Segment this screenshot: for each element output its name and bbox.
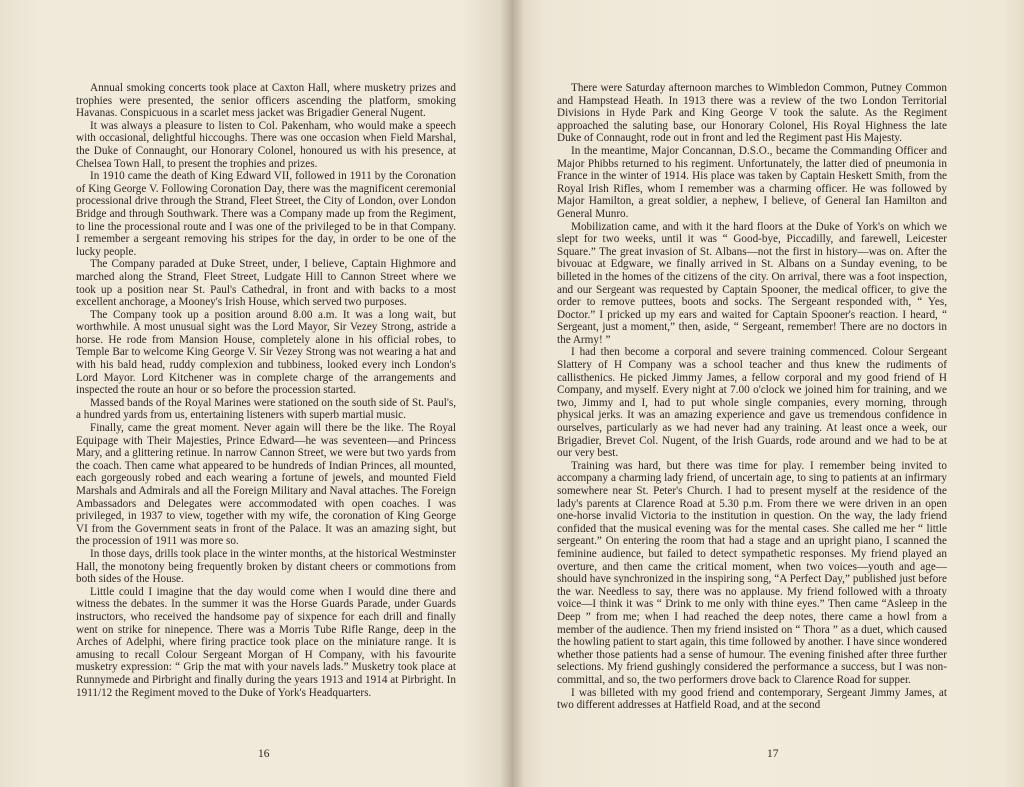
paragraph: The Company took up a position around 8.00 a.m. It was a long wait, but worthwhile. A most unusual sight was the Lord Mayor, Sir Vezey Strong, astride a horse. He rode from Mansion House, completely alone in his official robes, to Temple Bar to welcome King George V. Sir Vezey Strong was not wearing a hat and with his bald head, ruddy complexion and tubbiness, looked every inch London's Lord Mayor. Lord Kitchener was in complete charge of the arrangements and inspected the route an hour or so before the procession started. <box>76 308 456 397</box>
paragraph: Mobilization came, and with it the hard floors at the Duke of York's on which we slept for two weeks, until it was “ Good-bye, Piccadilly, and farewell, Leicester Square.” The great invasion of St. Albans—not the first in history—was on. After the bivouac at Edgware, we finally arrived in St. Albans on a Sunday evening, to be billeted in the homes of the citizens of the city. On arrival, there was a foot inspection, and our Sergeant was requested by Captain Spooner, the medical officer, to give the order to remove puttees, boots and socks. The Sergeant responded with, “ Yes, Doctor.” I pricked up my ears and waited for Captain Spooner's reaction. I heard, “ Sergeant, just a moment,” then, aside, “ Sergeant, remember! There are no doctors in the Army! ” <box>557 220 947 346</box>
paragraph: Finally, came the great moment. Never again will there be the like. The Royal Equipage with Their Majesties, Prince Edward—he was seventeen—and Princess Mary, and a glittering retinue. In narrow Cannon Street, we were but two yards from the coach. Then came what appeared to be hundreds of Indian Princes, all mounted, each gorgeously robed and each wearing a fortune of jewels, and mounted Field Marshals and Admirals and all the Foreign Military and Naval attaches. The Foreign Ambassadors and Delegates were accommodated with open coaches. I was privileged, in 1937 to view, together with my wife, the coronation of King George VI from the Government seats in front of the Palace. It was an amazing sight, but the procession of 1911 was more so. <box>76 422 456 548</box>
paragraph: Training was hard, but there was time for play. I remember being invited to accompany a charming lady friend, of uncertain age, to sing to patients at an infirmary somewhere near St. Peter's Church. I had to present myself at the residence of the lady's parents at Clarence Road at 5.30 p.m. From there we were driven in an open one-horse invalid Victoria to the institution in question. On the way, the lady friend confided that the musical evening was for the mental cases. She called me her “ little sergeant.” On entering the room that had a stage and an upright piano, I scanned the feminine audience, but failed to detect sympathetic responses. My friend played an overture, and then came the critical moment, when two voices—youth and age—should have synchronized in the inspiring song, “A Perfect Day,” published just before the war. Needless to say, there was no applause. My friend followed with a throaty voice—I think it was “ Drink to me only with thine eyes.” Then came “Asleep in the Deep ” from me; when I had reached the deep notes, there came a howl from a member of the audience. Then my friend insisted on “ Thora ” as a duet, which caused the howling patient to start again, this time followed by another. I have since wondered whether those patients had a sense of humour. The evening finished after three further selections. My friend gushingly considered the performance a success, but I was non-committal, and so, the two performers drove back to Clarence Road for supper. <box>557 459 947 686</box>
paragraph: Massed bands of the Royal Marines were stationed on the south side of St. Paul's, a hundred yards from us, entertaining listeners with superb martial music. <box>76 396 456 422</box>
paragraph: It was always a pleasure to listen to Col. Pakenham, who would make a speech with occasional, delightful hiccoughs. There was one occasion when Field Marshal, the Duke of Connaught, our Honorary Colonel, honoured us with his presence, at Chelsea Town Hall, to present the trophies and prizes. <box>76 119 456 170</box>
right-page <box>512 0 1024 787</box>
paragraph: I was billeted with my good friend and contemporary, Sergeant Jimmy James, at two different addresses at Hatfield Road, and at the second <box>557 686 947 712</box>
paragraph: There were Saturday afternoon marches to Wimbledon Common, Putney Common and Hampstead Heath. In 1913 there was a review of the two London Territorial Divisions in Hyde Park and King George V took the salute. As the Regiment approached the saluting base, our Honorary Colonel, His Royal Highness the late Duke of Connaught, rode out in front and led the Regiment past His Majesty. <box>557 82 947 145</box>
paragraph: I had then become a corporal and severe training commenced. Colour Sergeant Slattery of H Company was a school teacher and thus knew the rudiments of callisthenics. He picked Jimmy James, a fellow corporal and my good friend of H Company, and myself. Every night at 7.00 o'clock we joined him for training, and we two, Jimmy and I, had to put whole single companies, every morning, through physical jerks. It was an amazing experience and gave us tremendous confidence in ourselves, particularly as we had never had any training. At least once a week, our Brigadier, Brevet Col. Nugent, of the Irish Guards, rode around and we had to be at our very best. <box>557 346 947 460</box>
page-number-right: 17 <box>767 748 779 760</box>
paragraph: The Company paraded at Duke Street, under, I believe, Captain Highmore and marched along the Strand, Fleet Street, Ludgate Hill to Cannon Street where we took up a position near St. Paul's Cathedral, in front and with backs to a most excellent anchorage, a Mooney's Irish House, which served two purposes. <box>76 258 456 309</box>
paragraph: Annual smoking concerts took place at Caxton Hall, where musketry prizes and trophies were presented, the senior officers ascending the platform, smoking Havanas. Conspicuous in a scarlet mess jacket was Brigadier General Nugent. <box>76 82 456 120</box>
paragraph: Little could I imagine that the day would come when I would dine there and witness the debates. In the summer it was the Horse Guards Parade, under Guards instructors, who received the handsome pay of sixpence for each drill and finally went on strike for ninepence. There was a Morris Tube Rifle Range, deep in the Arches of Adelphi, where firing practice took place on the miniature range. It is amusing to recall Colour Sergeant Morgan of H Company, with his favourite musketry expression: “ Grip the mat with your navels lads.” Musketry took place at Runnymede and Pirbright and finally during the years 1913 and 1914 at Pirbright. In 1911/12 the Regiment moved to the Duke of York's Headquarters. <box>76 585 456 699</box>
paragraph: In those days, drills took place in the winter months, at the historical Westminster Hall, the monotony being frequently broken by distant cheers or commotions from both sides of the House. <box>76 547 456 586</box>
paragraph: In 1910 came the death of King Edward VII, followed in 1911 by the Coronation of King George V. Following Coronation Day, there was the magnificent ceremonial processional drive through the Strand, Fleet Street, the City of London, over London Bridge and through Southwark. There was a Company made up from the Regiment, to line the processional route and I was one of the privileged to be in that Company. I remember a sergeant removing his stripes for the day, in order to be one of the lucky people. <box>76 170 456 258</box>
right-page-body <box>557 82 947 712</box>
left-page-body <box>76 82 456 699</box>
page-number-left: 16 <box>258 748 270 760</box>
paragraph: In the meantime, Major Concannan, D.S.O., became the Commanding Officer and Major Phibbs returned to his regiment. Unfortunately, the latter died of pneumonia in France in the winter of 1914. His place was taken by Captain Heskett Smith, from the Royal Irish Rifles, whom I remember was a charming officer. He was followed by Major Hamilton, a great soldier, a nephew, I believe, of General Ian Hamilton and General Munro. <box>557 144 947 220</box>
